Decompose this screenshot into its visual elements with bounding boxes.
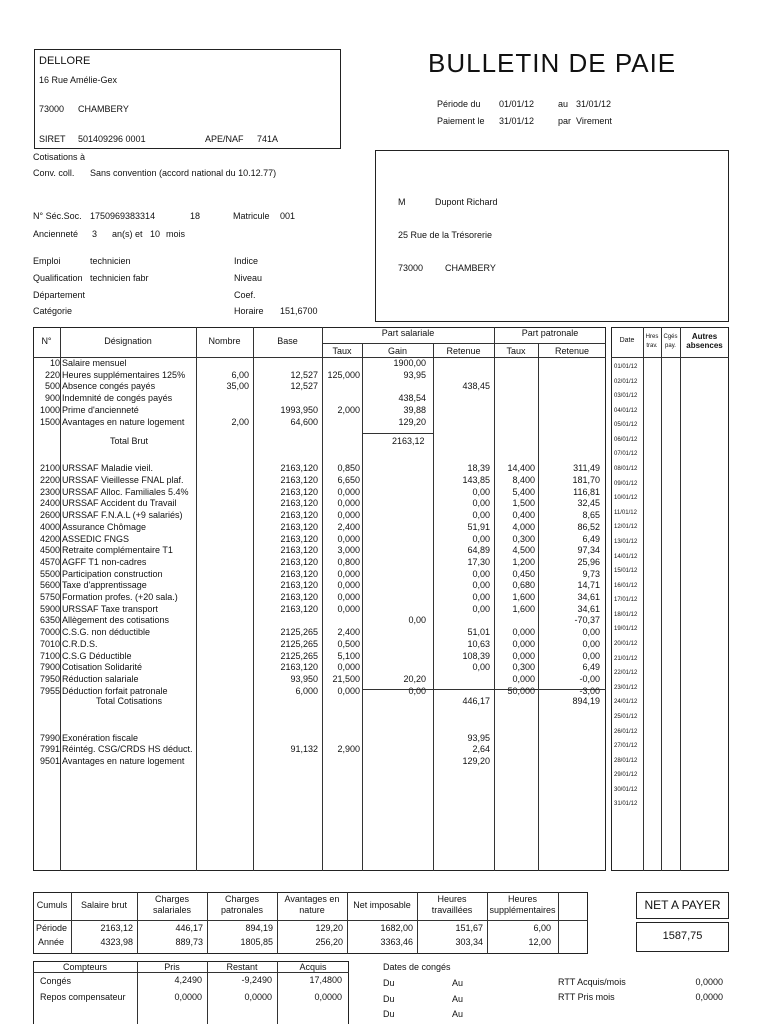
paiement-method: Virement — [576, 116, 612, 126]
apenaf-label: APE/NAF — [205, 134, 244, 144]
secsoc-label: N° Séc.Soc. — [33, 211, 82, 221]
col-taux-pat-values: 14,400 8,400 5,400 1,500 0,400 4,000 0,300 4,500 1,200 0,450 0,680 1,600 1,600 0,000 0,000 0,000 0,300 0,000 50,000 — [507, 463, 535, 696]
emploi-value: technicien — [90, 256, 131, 266]
conges-au-2: Au — [452, 994, 464, 1004]
horaire-value: 151,6700 — [280, 306, 318, 316]
calendar-date: 08/01/12 — [614, 466, 638, 473]
calendar-date: 07/01/12 — [614, 451, 638, 458]
cumuls-periode-value: 894,19 — [245, 923, 273, 933]
calendar-date: 16/01/12 — [614, 582, 638, 589]
employee-zip: 73000 — [398, 263, 424, 273]
cumuls-col — [558, 892, 559, 954]
th-base: Base — [277, 336, 298, 346]
net-value: 1587,75 — [662, 930, 703, 942]
compteurs-repos-value: 0,0000 — [244, 992, 272, 1002]
calendar-date: 30/01/12 — [614, 786, 638, 793]
periode-au-label: au — [558, 99, 569, 109]
cumuls-h-heures-sup: Heures supplémentaires — [489, 894, 556, 915]
calendar-date: 20/01/12 — [614, 641, 638, 648]
cumuls-periode-value: 6,00 — [533, 923, 551, 933]
conv-value: Sans convention (accord national du 10.12.77) — [90, 168, 277, 178]
net-label: NET A PAYER — [644, 898, 721, 912]
cal-h-autres: Autres absences — [686, 332, 723, 350]
secsoc-key: 18 — [190, 211, 201, 221]
compteurs-h-acquis: Acquis — [299, 962, 327, 972]
cumuls-annee-value: 4323,98 — [100, 937, 133, 947]
calendar-date: 23/01/12 — [614, 684, 638, 691]
anciennete-years: 3 — [92, 229, 98, 239]
periode-label: Période du — [437, 99, 481, 109]
employer-city: CHAMBERY — [78, 104, 129, 114]
cumuls-periode-label: Période — [36, 923, 68, 933]
page-title: BULLETIN DE PAIE — [428, 48, 677, 78]
employee-street: 25 Rue de la Trésorerie — [398, 230, 493, 240]
conges-du-2: Du — [383, 994, 395, 1004]
cat-label: Catégorie — [33, 306, 73, 316]
total-cot-line — [362, 689, 494, 690]
apenaf-value: 741A — [257, 134, 279, 144]
col-divider — [60, 327, 61, 871]
calendar-date: 05/01/12 — [614, 422, 638, 429]
th-nombre: Nombre — [208, 336, 241, 346]
matricule-value: 001 — [280, 211, 296, 221]
anciennete-months-unit: mois — [166, 229, 186, 239]
cumuls-annee-value: 12,00 — [528, 937, 551, 947]
th-gain: Gain — [387, 346, 407, 356]
cumuls-h-ch-sal: Charges salariales — [152, 894, 192, 915]
conges-label: Congés — [40, 976, 72, 986]
calendar-date: 03/01/12 — [614, 393, 638, 400]
cotisations-label: Cotisations à — [33, 152, 86, 162]
cal-h-date: Date — [619, 337, 635, 344]
col-base-values: 12,527 12,527 1993,950 64,600 2163,120 2163,120 2163,120 2163,120 2163,120 2163,120 2163,120 2163,120 2163,120 2163,120 2163,120 2163,120 2163,120 2125,265 2125,265 2125,265 2163,120 93,950 6,000 91,132 — [280, 369, 318, 755]
compteurs-conges-value: 17,4800 — [309, 975, 342, 985]
rtt-pris-label: RTT Pris mois — [558, 992, 615, 1002]
anciennete-label: Ancienneté — [33, 229, 79, 239]
col-designation-values: Salaire mensuel Heures supplémentaires 125% Absence congés payés Indemnité de congés payés Prime d'ancienneté Avantages en nature logement URSSAF Maladie vieil. URSSAF Vieillesse FNAL plaf. URSSAF Alloc. Familiales 5.4% URSSAF Accident du Travail URSSAF F.N.A.L (+9 salariés) Assurance Chômage ASSEDIC FNGS Retraite complémentaire T1 AGFF T1 non-cadres Participation construction Taxe d'apprentissage Formation profes. (+20 sala.) URSSAF Taxe transport Allègement des cotisations C.S.G. non déductible C.R.D.S. C.S.G Déductible Cotisation Solidarité Réduction salariale Déduction forfait patronale Exonération fiscale Réintég. CSG/CRDS HS déduct. Avantages en nature logement — [62, 358, 193, 766]
compteurs-divider — [33, 972, 349, 973]
cumuls-annee-value: 889,73 — [175, 937, 203, 947]
total-cot-line-pat — [494, 689, 606, 690]
calendar-date: 02/01/12 — [614, 378, 638, 385]
anciennete-years-unit: an(s) et — [112, 229, 143, 239]
col-retenue-pat-values: 311,49 181,70 116,81 32,45 8,65 86,52 6,49 97,34 25,96 9,73 14,71 34,61 34,61 -70,37 0,00 0,00 0,00 6,49 -0,00 -3,00 — [572, 463, 600, 696]
part-divider — [322, 343, 606, 344]
cumuls-periode-value: 2163,12 — [100, 923, 133, 933]
calendar-date: 19/01/12 — [614, 626, 638, 633]
calendar-date: 15/01/12 — [614, 568, 638, 575]
total-cot-pat: 894,19 — [572, 696, 600, 706]
employee-name: Dupont Richard — [435, 197, 498, 207]
anciennete-months: 10 — [150, 229, 161, 239]
emploi-label: Emploi — [33, 256, 61, 266]
cumuls-periode-value: 1682,00 — [380, 923, 413, 933]
calendar-date: 13/01/12 — [614, 538, 638, 545]
calendar-date: 25/01/12 — [614, 713, 638, 720]
total-brut-line — [362, 433, 433, 434]
dept-label: Département — [33, 290, 86, 300]
cumuls-annee-value: 3363,46 — [380, 937, 413, 947]
siret-label: SIRET — [39, 134, 66, 144]
cumuls-annee-value: 1805,85 — [240, 937, 273, 947]
horaire-label: Horaire — [234, 306, 264, 316]
calendar-date: 22/01/12 — [614, 670, 638, 677]
calendar-date: 09/01/12 — [614, 480, 638, 487]
cumuls-annee-label: Année — [38, 937, 65, 947]
th-part-patronale: Part patronale — [521, 328, 579, 338]
cal-divider — [661, 327, 662, 871]
cal-divider — [680, 327, 681, 871]
col-gain-values: 1900,00 93,95 438,54 39,88 129,20 0,00 20,20 0,00 — [393, 358, 426, 696]
matricule-label: Matricule — [233, 211, 270, 221]
conv-label: Conv. coll. — [33, 168, 75, 178]
calendar-date: 17/01/12 — [614, 597, 638, 604]
calendar-date: 12/01/12 — [614, 524, 638, 531]
th-retenue: Retenue — [446, 346, 481, 356]
calendar-header-divider — [611, 357, 729, 358]
rtt-acquis-value: 0,0000 — [695, 977, 723, 987]
periode-from: 01/01/12 — [499, 99, 535, 109]
cumuls-h-brut: Salaire brut — [80, 900, 128, 910]
compteurs-conges-value: -9,2490 — [241, 975, 272, 985]
total-brut-label: Total Brut — [110, 436, 149, 446]
calendar-date: 14/01/12 — [614, 553, 638, 560]
total-cot-sal: 446,17 — [462, 696, 490, 706]
total-cot-label: Total Cotisations — [96, 696, 163, 706]
cumuls-divider — [33, 920, 588, 921]
col-retenue-values: 438,45 18,39 143,85 0,00 0,00 0,00 51,91 0,00 64,89 17,30 0,00 0,00 0,00 0,00 51,01 10,63 108,39 0,00 93,95 2,64 129,20 — [462, 381, 490, 766]
th-num: N° — [41, 336, 52, 346]
th-designation: Désignation — [104, 336, 152, 346]
periode-to: 31/01/12 — [576, 99, 612, 109]
paiement-par-label: par — [558, 116, 572, 126]
cumuls-h-net-imp: Net imposable — [353, 900, 411, 910]
conges-du-1: Du — [383, 978, 395, 988]
qualif-value: technicien fabr — [90, 273, 149, 283]
employer-zip: 73000 — [39, 104, 65, 114]
rtt-pris-value: 0,0000 — [695, 992, 723, 1002]
calendar-date: 18/01/12 — [614, 611, 638, 618]
calendar-date: 06/01/12 — [614, 436, 638, 443]
calendar-date: 04/01/12 — [614, 407, 638, 414]
cal-h-cges: Cgés pay. — [663, 334, 678, 349]
cal-divider — [643, 327, 644, 871]
calendar-date: 21/01/12 — [614, 655, 638, 662]
siret-value: 501409296 0001 — [78, 134, 146, 144]
calendar-date: 10/01/12 — [614, 495, 638, 502]
cal-h-hres: Hres trav. — [645, 334, 659, 349]
col-nombre-values: 6,00 35,00 2,00 — [226, 369, 249, 427]
calendar-date: 01/01/12 — [614, 364, 638, 370]
th-part-salariale: Part salariale — [381, 328, 435, 338]
paiement-label: Paiement le — [437, 116, 485, 126]
calendar-date: 26/01/12 — [614, 728, 638, 735]
compteurs-conges-value: 4,2490 — [174, 975, 202, 985]
rtt-acquis-label: RTT Acquis/mois — [558, 977, 626, 987]
conges-au-1: Au — [452, 978, 464, 988]
qualif-label: Qualification — [33, 273, 83, 283]
cumuls-annee-value: 303,34 — [455, 937, 483, 947]
th-taux-pat: Taux — [506, 346, 526, 356]
calendar-date: 31/01/12 — [614, 801, 638, 808]
cumuls-h-heures: Heures travaillées — [431, 894, 473, 915]
employer-street: 16 Rue Amélie-Gex — [39, 75, 118, 85]
calendar-date: 24/01/12 — [614, 699, 638, 706]
compteurs-h-pris: Pris — [164, 962, 180, 972]
cumuls-periode-value: 129,20 — [315, 923, 343, 933]
col-taux-values: 125,000 2,000 0,850 6,650 0,000 0,000 0,000 2,400 0,000 3,000 0,800 0,000 0,000 0,000 0,000 2,400 0,500 5,100 0,000 21,500 0,000 2,900 — [327, 369, 360, 755]
employer-name: DELLORE — [39, 55, 91, 67]
repos-label: Repos compensateur — [40, 992, 126, 1002]
paiement-date: 31/01/12 — [499, 116, 535, 126]
compteurs-h-label: Compteurs — [62, 962, 107, 972]
th-retenue-pat: Retenue — [554, 346, 590, 356]
calendar-date: 27/01/12 — [614, 743, 638, 750]
cumuls-h-ch-pat: Charges patronales — [220, 894, 264, 915]
total-brut-value: 2163,12 — [392, 436, 425, 446]
col-num-values: 10 220 500 900 1000 1500 2100 2200 2300 2400 2600 4000 4200 4500 4570 5500 5600 5750 5900 6350 7000 7010 7100 7900 7950 7955 7990 7991 9501 — [39, 358, 60, 766]
compteurs-repos-value: 0,0000 — [174, 992, 202, 1002]
cumuls-label: Cumuls — [36, 900, 68, 910]
conges-au-3: Au — [452, 1009, 464, 1019]
conges-du-3: Du — [383, 1009, 395, 1019]
niveau-label: Niveau — [234, 273, 263, 283]
calendar-date: 28/01/12 — [614, 757, 638, 764]
cumuls-periode-value: 446,17 — [175, 923, 203, 933]
cumuls-periode-value: 151,67 — [455, 923, 483, 933]
calendar-date: 11/01/12 — [614, 509, 637, 516]
employee-civility: M — [398, 197, 406, 207]
compteurs-h-restant: Restant — [226, 962, 258, 972]
cumuls-annee-value: 256,20 — [315, 937, 343, 947]
calendar-date: 29/01/12 — [614, 772, 638, 779]
coef-label: Coef. — [234, 290, 256, 300]
compteurs-repos-value: 0,0000 — [314, 992, 342, 1002]
dates-conges-label: Dates de congés — [383, 962, 451, 972]
indice-label: Indice — [234, 256, 259, 266]
employee-city: CHAMBERY — [445, 263, 496, 273]
th-taux: Taux — [332, 346, 352, 356]
secsoc-value: 1750969383314 — [90, 211, 156, 221]
cumuls-h-avantages: Avantages en nature — [284, 894, 340, 915]
